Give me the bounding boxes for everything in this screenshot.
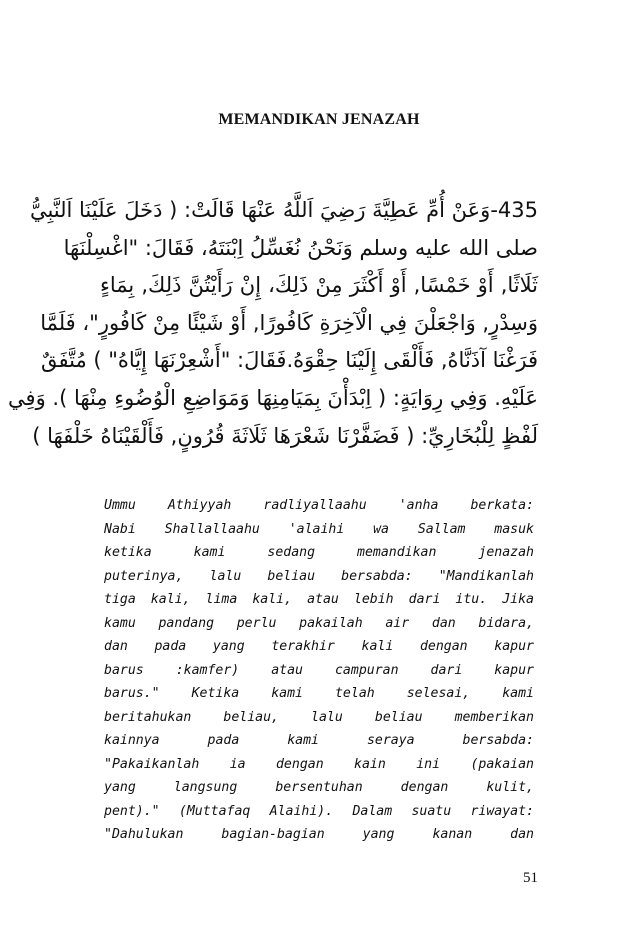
translation-line: ketika kami sedang memandikan jenazah (104, 545, 534, 560)
arabic-line: لَفْظٍ لِلْبُخَارِيِّ: ( فَضَفَّرْنَا شَعْرَهَا ثَلَاثَةَ قُرُونٍ, فَأَلْقَيْنَاهُ خَلْفَهَا ) (32, 423, 538, 448)
translation-line: barus :kamfer) atau campuran dari kapur (104, 662, 534, 678)
arabic-line: فَرَغْنَا آذَنَّاهُ, فَأَلْقَى إِلَيْنَا حِقْوَهُ.فَقَالَ: "أَشْعِرْنَهَا إِيَّاهُ" ) مُتَّفَقٌ (40, 348, 538, 373)
arabic-line: عَلَيْهِ. وَفِي رِوَايَةٍ: ( اِبْدَأْنَ بِمَيَامِنِهَا وَمَوَاضِعِ الْوُضُوءِ مِنْهَا ). وَفِي (8, 385, 538, 410)
translation-line: tiga kali, lima kali, atau lebih dari itu. Jika (104, 592, 534, 607)
translation-line: dan pada yang terakhir kali dengan kapur (104, 639, 534, 654)
arabic-line: 435-وَعَنْ أُمِّ عَطِيَّةَ رَضِيَ اَللَّهُ عَنْهَا قَالَتْ: ( دَخَلَ عَلَيْنَا اَلنَّبِيُّ (29, 198, 538, 222)
arabic-line: وَسِدْرٍ, وَاجْعَلْنَ فِي الْآخِرَةِ كَافُورًا, أَوْ شَيْئًا مِنْ كَافُورٍ"، فَلَمَّا (40, 310, 538, 335)
translation-line: pent)." (Muttafaq Alaihi). Dalam suatu riwayat: (104, 803, 534, 819)
translation-line: puterinya, lalu beliau bersabda: "Mandikanlah (104, 568, 534, 584)
section-heading: MEMANDIKAN JENAZAH (218, 111, 420, 128)
translation-line: Nabi Shallallaahu 'alaihi wa Sallam masuk (104, 521, 534, 537)
translation-line: Ummu Athiyyah radliyallaahu 'anha berkata: (104, 498, 534, 513)
translation-line: kainnya pada kami seraya bersabda: (104, 733, 534, 748)
translation-line: beritahukan beliau, lalu beliau memberikan (104, 709, 534, 725)
translation-line: yang langsung bersentuhan dengan kulit, (104, 780, 534, 795)
arabic-line: ثَلَاثًا, أَوْ خَمْسًا, أَوْ أَكْثَرَ مِنْ ذَلِكَ، إِنْ رَأَيْتُنَّ ذَلِكَ, بِمَاءٍ (100, 273, 538, 298)
page-number: 51 (523, 870, 538, 886)
translation-line: "Pakaikanlah ia dengan kain ini (pakaian (104, 756, 534, 772)
translation-line: kamu pandang perlu pakailah air dan bidara, (104, 615, 534, 631)
arabic-line: صلى الله عليه وسلم وَنَحْنُ نُغَسِّلُ اِبْنَتَهُ، فَقَالَ: "اغْسِلْنَهَا (63, 235, 538, 260)
translation-line: "Dahulukan bagian-bagian yang kanan dan (104, 827, 534, 842)
translation-text (104, 494, 534, 847)
translation-line: barus." Ketika kami telah selesai, kami (104, 686, 534, 701)
arabic-hadith-text (8, 192, 538, 455)
